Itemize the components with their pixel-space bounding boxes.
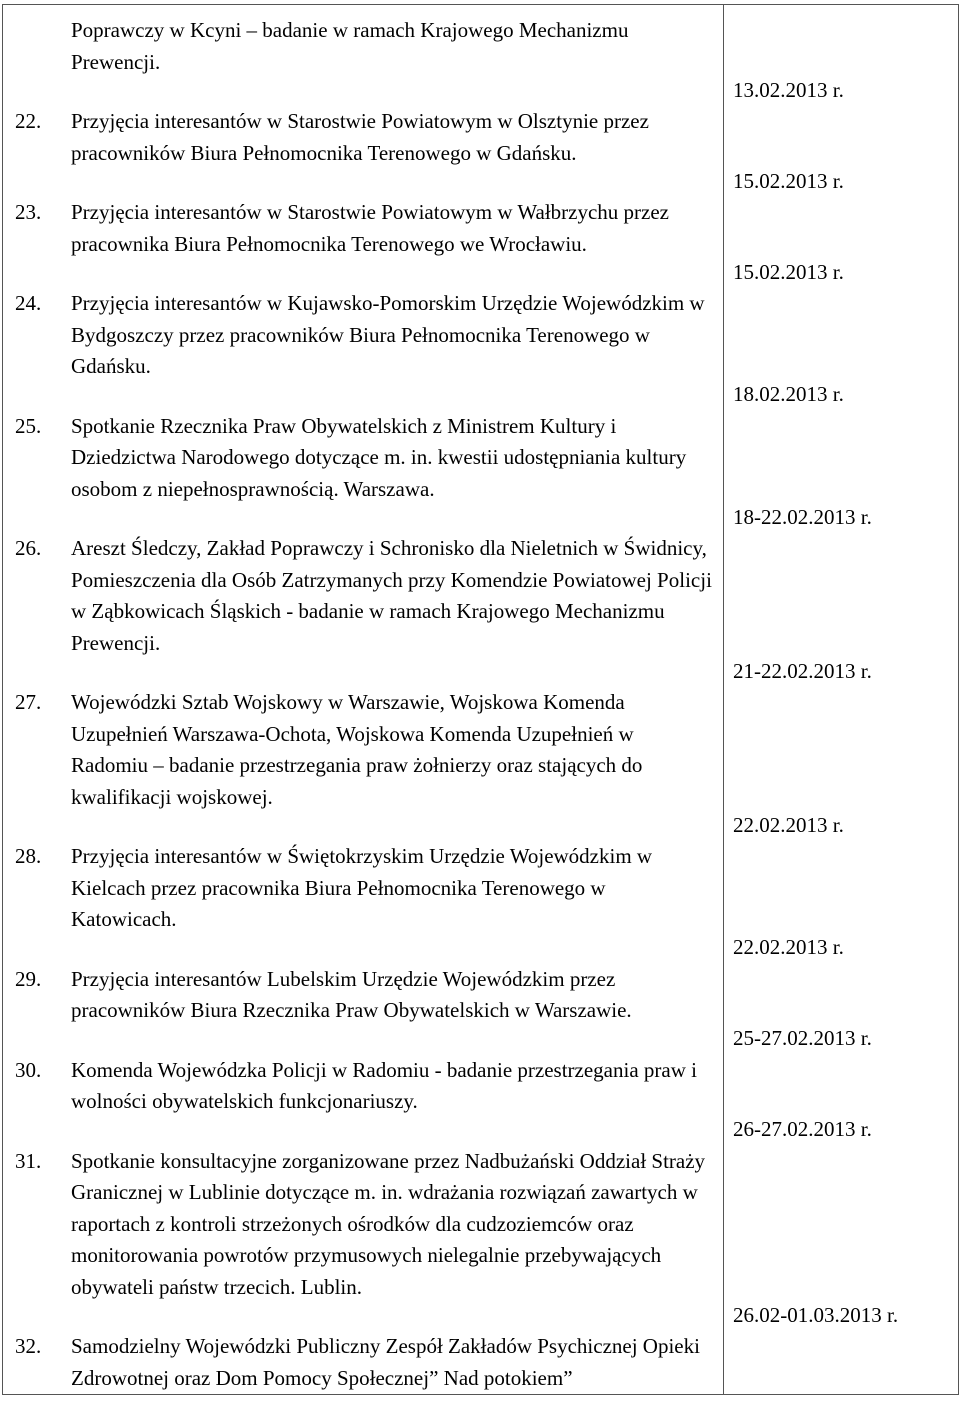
entry-date: 22.02.2013 r. [733, 812, 844, 837]
entry-number: 22. [15, 109, 42, 133]
entry-date: 22.02.2013 r. [733, 935, 844, 959]
entry-text: Spotkanie konsultacyjne zorganizowane przez Nadbużański Oddział Straży Granicznej w Lublinie dotyczące m. in. wdrażania rozwiązań zawartych w raportach z kontroli strzeżonych ośrodków dla cudzoziemców oraz monitorowania powrotów przymusowych nielegalnie przebywających obywateli państw trzecich. Lublin. [71, 1148, 706, 1299]
entry-date: 13.02.2013 r. [733, 77, 844, 102]
entry-number: 27. [15, 690, 42, 714]
entry-date: 26.02-01.03.2013 r. [733, 1302, 899, 1327]
entry-7 [3, 841, 723, 936]
entry-text: Przyjęcia interesantów w Świętokrzyskim Urzędzie Wojewódzkim w Kielcach przez pracownika Biura Pełnomocnika Terenowego w Katowicach. [71, 844, 653, 931]
entry-text: Areszt Śledczy, Zakład Poprawczy i Schronisko dla Nieletnich w Świdnicy, Pomieszczenia dla Osób Zatrzymanych przy Komendzie Powiatowej Policji w Ząbkowicach Śląskich - badanie w ramach Krajowego Mechanizmu Prewencji. [71, 536, 712, 655]
entry-5 [3, 533, 723, 659]
entry-number: 32. [15, 1334, 42, 1358]
entry-number: 26. [15, 536, 42, 560]
entry-date: 15.02.2013 r. [733, 168, 844, 193]
entry-text: Samodzielny Wojewódzki Publiczny Zespół Zakładów Psychicznej Opieki Zdrowotnej oraz Dom Pomocy Społecznej” Nad potokiem” [71, 1334, 700, 1390]
date-cell [724, 5, 959, 1395]
entry-date: 26-27.02.2013 r. [733, 1117, 872, 1141]
entry-number: 30. [15, 1057, 42, 1082]
entry-3 [3, 288, 723, 383]
entry-9 [3, 1055, 723, 1118]
entry-date: 15.02.2013 r. [733, 259, 844, 284]
entry-text: Przyjęcia interesantów Lubelskim Urzędzie Wojewódzkim przez pracowników Biura Rzecznika Praw Obywatelskich w Warszawie. [71, 966, 632, 1022]
entry-date: 21-22.02.2013 r. [733, 658, 872, 683]
entry-date: 25-27.02.2013 r. [733, 1026, 872, 1050]
entry-number: 23. [15, 200, 42, 224]
entry-8 [3, 964, 723, 1027]
entry-10 [3, 1146, 723, 1304]
entry-text: Przyjęcia interesantów w Starostwie Powiatowym w Olsztynie przez pracowników Biura Pełnomocnika Terenowego w Gdańsku. [71, 109, 649, 165]
entry-0 [3, 15, 723, 78]
events-table [2, 4, 959, 1395]
entry-text: Przyjęcia interesantów w Kujawsko-Pomorskim Urzędzie Wojewódzkim w Bydgoszczy przez pracowników Biura Pełnomocnika Terenowego w Gdańsku. [71, 291, 705, 378]
entry-number: 29. [15, 966, 42, 991]
entry-date: 18-22.02.2013 r. [733, 504, 872, 529]
entry-number: 31. [15, 1148, 42, 1173]
entry-text: Spotkanie Rzecznika Praw Obywatelskich z Ministrem Kultury i Dziedzictwa Narodowego dotyczące m. in. kwestii udostępniania kultury osobom z niepełnosprawnością. Warszawa. [71, 413, 687, 501]
entry-11 [3, 1331, 723, 1394]
entry-1 [3, 106, 723, 169]
table-row [3, 5, 959, 1395]
entry-number: 25. [15, 413, 42, 438]
entry-date: 18.02.2013 r. [733, 382, 844, 406]
entry-4 [3, 411, 723, 506]
entry-number: 24. [15, 291, 42, 315]
entry-6 [3, 687, 723, 813]
entry-2 [3, 197, 723, 260]
entry-text: Poprawczy w Kcyni – badanie w ramach Krajowego Mechanizmu Prewencji. [71, 18, 629, 74]
entry-text: Wojewódzki Sztab Wojskowy w Warszawie, Wojskowa Komenda Uzupełnień Warszawa-Ochota, Wojskowa Komenda Uzupełnień w Radomiu – badanie przestrzegania praw żołnierzy oraz stających do kwalifikacji wojskowej. [71, 690, 643, 809]
description-cell [3, 5, 724, 1395]
entry-number: 28. [15, 844, 42, 868]
entry-text: Komenda Wojewódzka Policji w Radomiu - badanie przestrzegania praw i wolności obywatelskich funkcjonariuszy. [71, 1057, 697, 1113]
entry-text: Przyjęcia interesantów w Starostwie Powiatowym w Wałbrzychu przez pracownika Biura Pełnomocnika Terenowego we Wrocławiu. [71, 200, 669, 256]
